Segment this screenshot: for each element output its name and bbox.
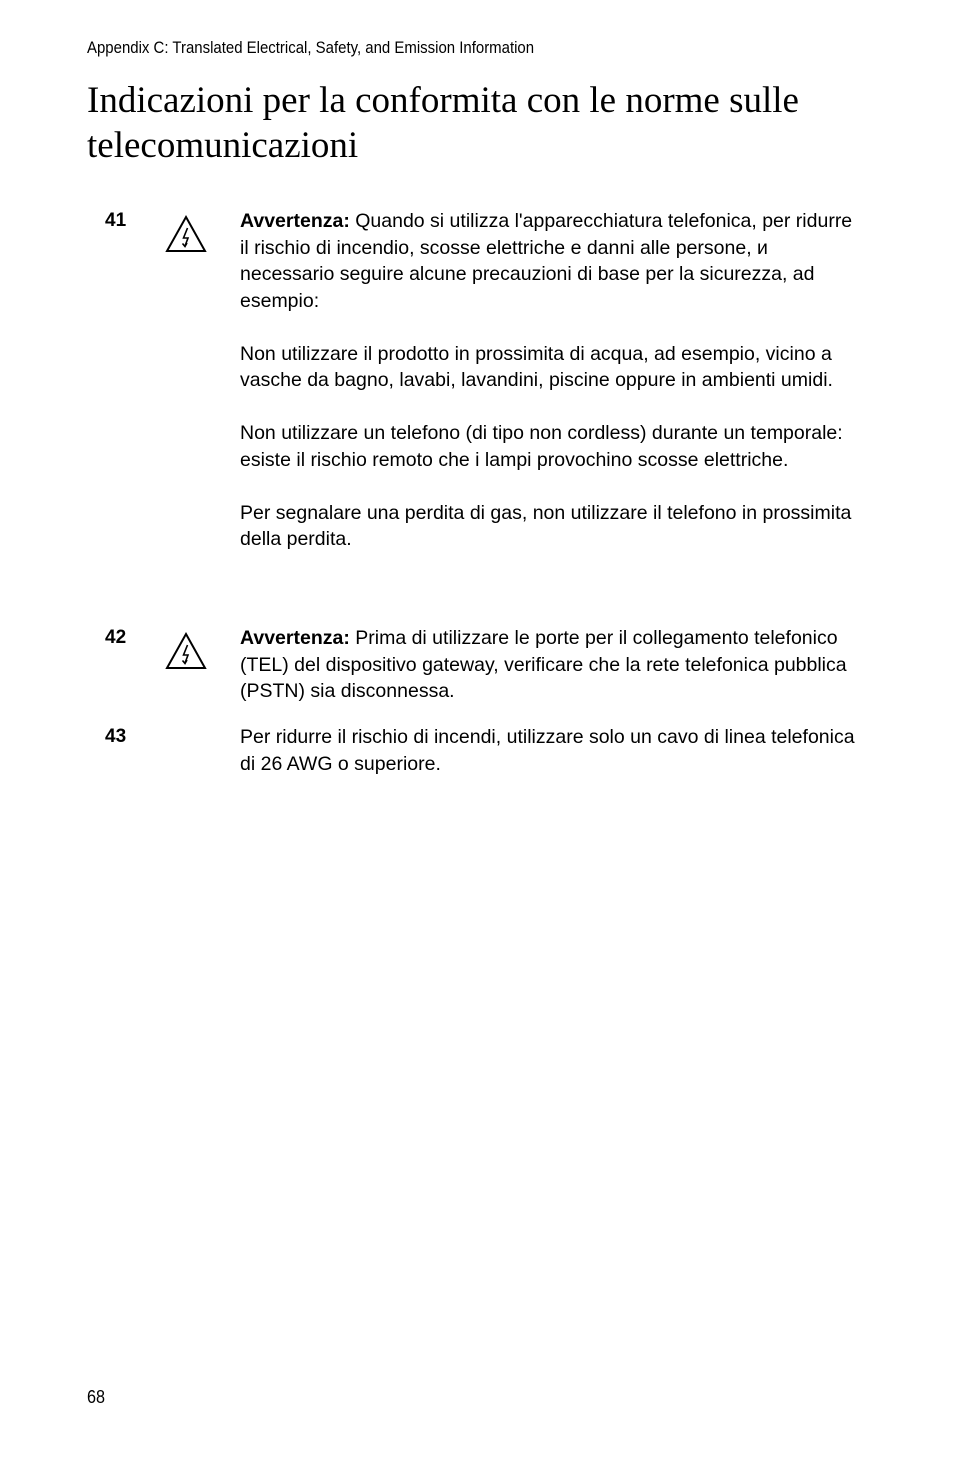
warning-paragraph [240, 208, 860, 314]
running-header: Appendix C: Translated Electrical, Safety, and Emission Information [87, 38, 535, 57]
page-number: 68 [87, 1387, 106, 1407]
item-number: 41 [105, 210, 127, 231]
warning-label: Avvertenza: [240, 210, 350, 232]
item-body [240, 625, 860, 705]
paragraph: Non utilizzare un telefono (di tipo non cordless) durante un temporale: esiste il rischio remoto che i lampi provochino scosse elettriche. [240, 422, 843, 471]
warning-text: Prima di utilizzare le porte per il collegamento telefonico (TEL) del dispositivo gateway, verificare che la rete telefonica pubblica (PSTN) sia disconnessa. [240, 627, 847, 702]
item-body [240, 724, 860, 777]
page-title: Indicazioni per la conformita con le norme sulle telecomunicazioni [87, 80, 799, 166]
warning-text: Quando si utilizza l'apparecchiatura telefonica, per ridurre il rischio di incendio, scosse elettriche e danni alle persone, и necessario seguire alcune precauzioni di base per la sicurezza, ad esempio: [240, 210, 853, 312]
warning-label: Avvertenza: [240, 627, 350, 649]
warning-paragraph [240, 625, 860, 705]
item-number: 43 [105, 726, 127, 747]
paragraph: Non utilizzare il prodotto in prossimita di acqua, ad esempio, vicino a vasche da bagno, lavabi, lavandini, piscine oppure in ambienti umidi. [240, 342, 833, 391]
electrical-hazard-warning-icon [164, 214, 208, 254]
paragraph: Per ridurre il rischio di incendi, utilizzare solo un cavo di linea telefonica di 26 AWG o superiore. [240, 726, 855, 775]
item-body [240, 208, 860, 553]
electrical-hazard-warning-icon [164, 631, 208, 671]
paragraph: Per segnalare una perdita di gas, non utilizzare il telefono in prossimita della perdita. [240, 501, 852, 550]
item-number: 42 [105, 627, 127, 648]
